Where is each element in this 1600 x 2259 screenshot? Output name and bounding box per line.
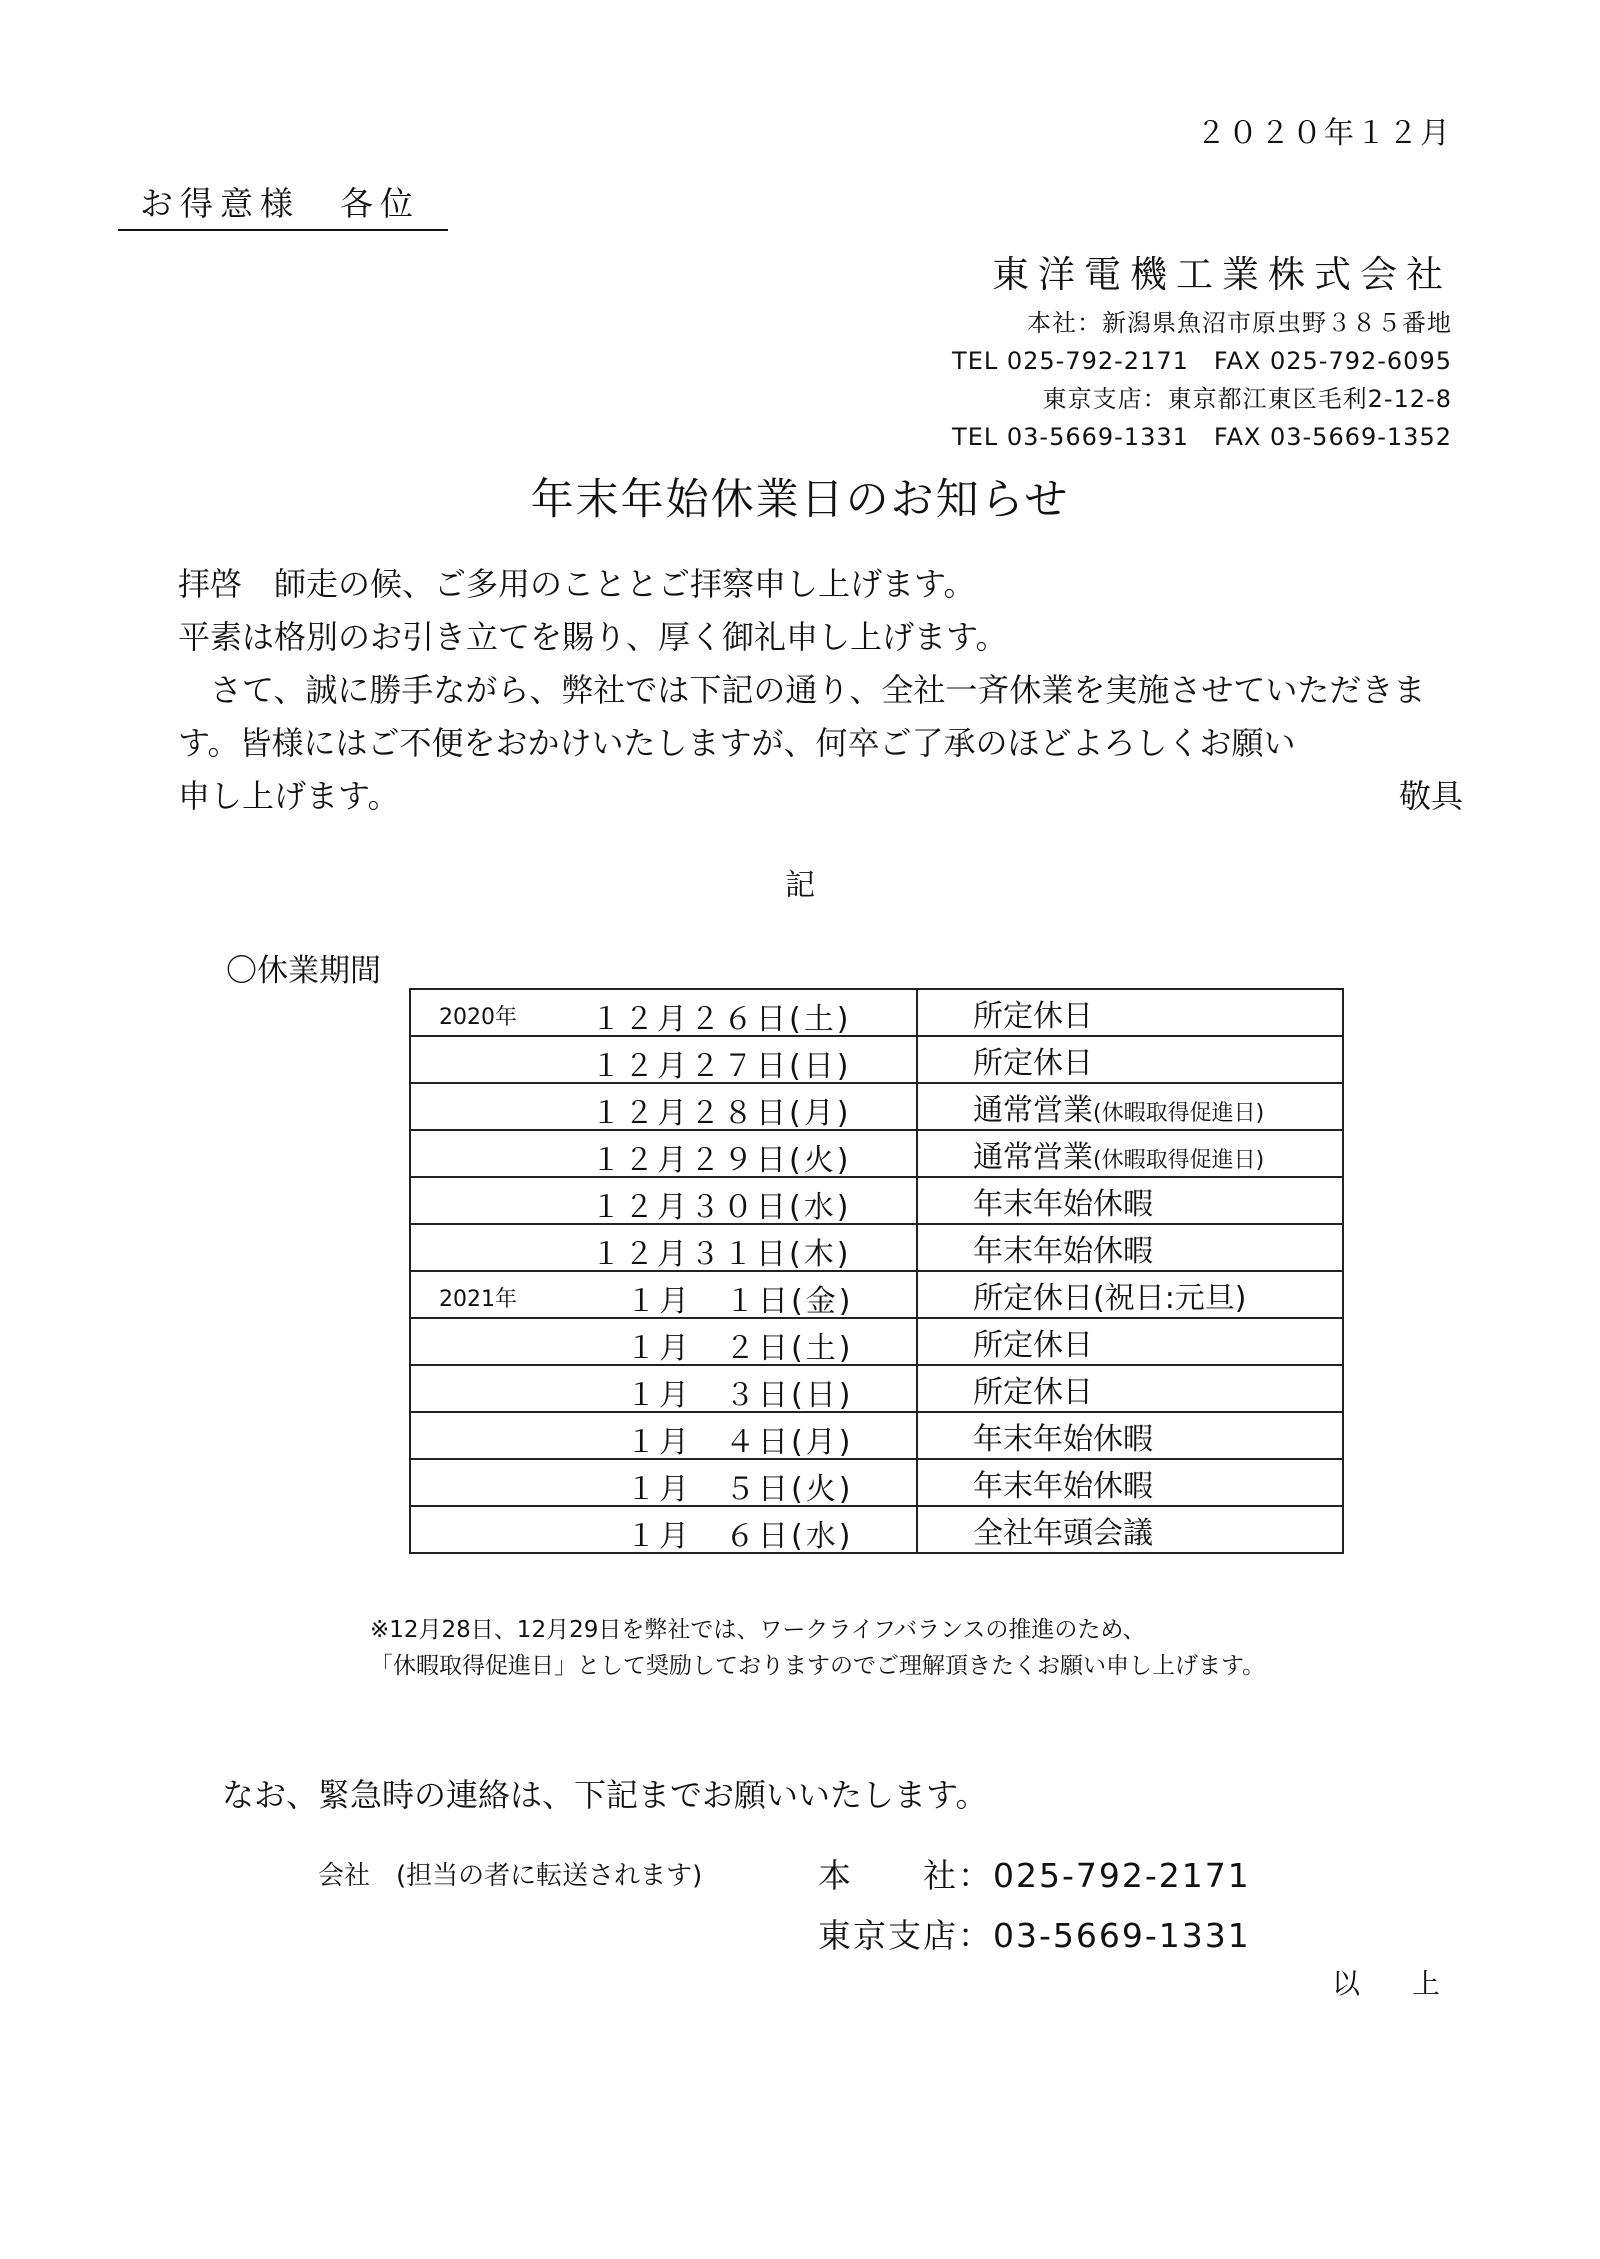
company-block [952,244,1452,456]
head-office-address: 本社：新潟県魚沼市原虫野３８５番地 [1027,309,1452,337]
schedule-date: １２月２９日(火) [591,1143,852,1178]
schedule-status: 通常営業 [973,1139,1093,1175]
schedule-status-cell [917,1083,1343,1130]
schedule-status-cell [917,1506,1343,1553]
schedule-date-cell [410,1365,917,1412]
schedule-date: １２月３１日(木) [591,1237,852,1272]
schedule-row [410,1083,1343,1130]
schedule-status: 所定休日(祝日:元旦) [973,1280,1247,1316]
schedule-table [409,988,1344,1554]
schedule-date-cell [410,1318,917,1365]
schedule-date: １月 ４日(月) [626,1425,854,1460]
schedule-year: 2020年 [439,1005,517,1030]
schedule-status-cell [917,1365,1343,1412]
tokyo-branch-contact: TEL 03-5669-1331 FAX 03-5669-1352 [952,423,1452,451]
schedule-row [410,1365,1343,1412]
schedule-status-cell [917,1177,1343,1224]
head-office-contact: TEL 025-792-2171 FAX 025-792-6095 [952,347,1452,375]
contact-label: 会社 (担当の者に転送されます) [318,1861,703,1891]
schedule-row [410,1459,1343,1506]
schedule-label: 〇休業期間 [226,953,381,989]
schedule-date: １２月２６日(土) [591,1002,852,1037]
schedule-status-cell [917,1271,1343,1318]
schedule-row [410,989,1343,1036]
schedule-status-cell [917,1412,1343,1459]
schedule-status-cell [917,1036,1343,1083]
schedule-row [410,1506,1343,1553]
schedule-year: 2021年 [439,1287,517,1312]
contact-intro: なお、緊急時の連絡は、下記までお願いいたします。 [222,1776,988,1814]
schedule-note [370,1612,1265,1684]
schedule-status-cell [917,1130,1343,1177]
schedule-date-cell [410,1083,917,1130]
note-line-1: ※12月28日、12月29日を弊社では、ワークライフバランスの推進のため、 [370,1617,1146,1643]
schedule-row [410,1036,1343,1083]
schedule-date: １２月２８日(月) [591,1096,852,1131]
schedule-status: 年末年始休暇 [973,1186,1153,1222]
body-text [178,558,1463,823]
schedule-status: 所定休日 [973,998,1093,1034]
schedule-date: １月 ６日(水) [626,1519,854,1554]
schedule-date-cell [410,1036,917,1083]
schedule-row [410,1271,1343,1318]
contact-tokyo-branch: 東京支店：03-5669-1331 [818,1916,1251,1955]
schedule-row [410,1318,1343,1365]
schedule-status-cell [917,989,1343,1036]
schedule-status-cell [917,1224,1343,1271]
ijo: 以 上 [1331,1967,1452,2000]
schedule-row [410,1224,1343,1271]
greeting-line: 拝啓 師走の候、ご多用のこととご拝察申し上げます。 [178,565,976,603]
schedule-status: 年末年始休暇 [973,1468,1153,1504]
thanks-line: 平素は格別のお引き立てを賜り、厚く御礼申し上げます。 [178,618,1008,656]
schedule-status: 所定休日 [973,1327,1093,1363]
schedule-status-sub: (休暇取得促進日) [1093,1100,1265,1126]
schedule-date-cell [410,989,917,1036]
schedule-status-cell [917,1459,1343,1506]
company-name: 東洋電機工業株式会社 [992,253,1452,296]
schedule-date-cell [410,1177,917,1224]
schedule-date-cell [410,1271,917,1318]
schedule-date-cell [410,1506,917,1553]
schedule-status: 所定休日 [973,1045,1093,1081]
schedule-date-cell [410,1130,917,1177]
contact-head-office: 本 社：025-792-2171 [818,1856,1251,1895]
schedule-status: 所定休日 [973,1374,1093,1410]
closing-word: 敬具 [1398,777,1463,815]
body-paragraph: さて、誠に勝手ながら、弊社では下記の通り、全社一斉休業を実施させていただきます。皆様にはご不便をおかけいたしますが、何卒ご了承のほどよろしくお願い [178,671,1426,762]
schedule-row [410,1130,1343,1177]
schedule-date: １２月２７日(日) [591,1049,852,1084]
schedule-row [410,1412,1343,1459]
schedule-date: １月 ５日(火) [626,1472,854,1507]
schedule-status: 年末年始休暇 [973,1233,1153,1269]
schedule-date: １月 １日(金) [626,1284,854,1319]
schedule-date-cell [410,1224,917,1271]
issue-date: ２０２０年１２月 [1196,116,1452,151]
schedule-status-cell [917,1318,1343,1365]
schedule-status-sub: (休暇取得促進日) [1093,1147,1265,1173]
schedule-status: 全社年頭会議 [973,1515,1153,1551]
recipient: お得意様 各位 [118,178,448,231]
schedule-date: １月 ３日(日) [626,1378,854,1413]
body-last-line: 申し上げます。 [178,777,400,815]
tokyo-branch-address: 東京支店：東京都江東区毛利2-12-8 [1042,385,1452,413]
schedule-status: 年末年始休暇 [973,1421,1153,1457]
schedule-date: １２月３０日(水) [591,1190,852,1225]
closing-line [178,770,1463,823]
schedule-row [410,1177,1343,1224]
schedule-date: １月 ２日(土) [626,1331,854,1366]
schedule-date-cell [410,1412,917,1459]
note-line-2: 「休暇取得促進日」として奨励しておりますのでご理解頂きたくお願い申し上げます。 [370,1653,1266,1679]
page-title: 年末年始休業日のお知らせ [530,475,1070,525]
schedule-status: 通常営業 [973,1092,1093,1128]
schedule-date-cell [410,1459,917,1506]
ki-heading: 記 [785,868,815,903]
